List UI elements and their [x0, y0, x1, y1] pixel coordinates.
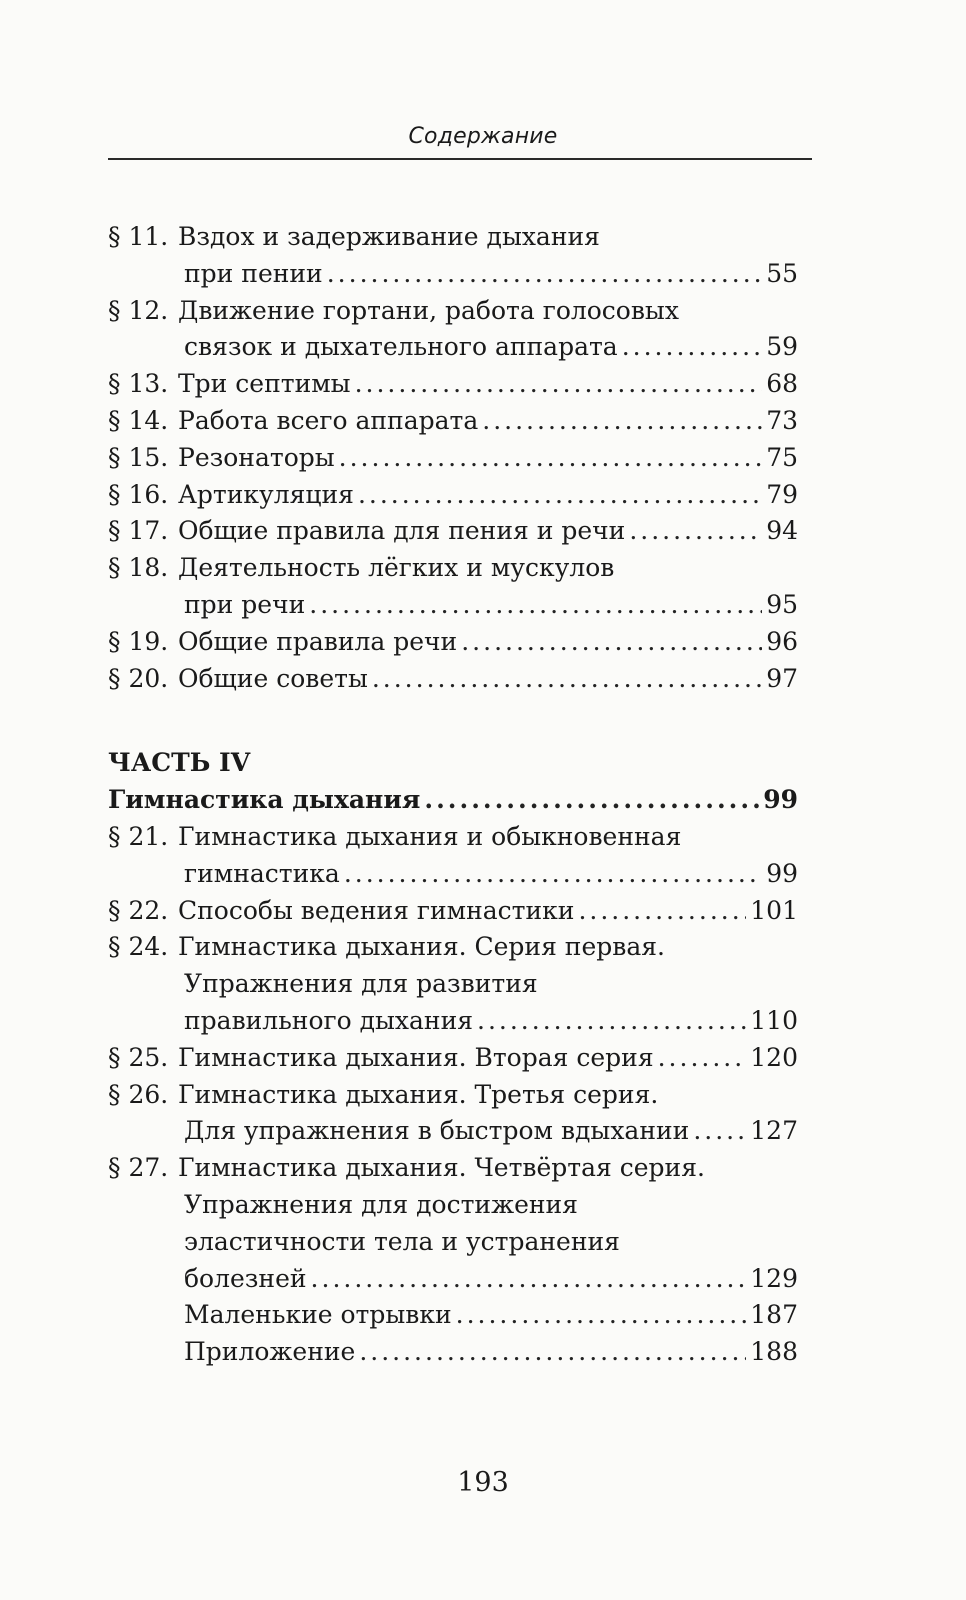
toc-entry-line[interactable]: [108, 664, 798, 701]
entry-title: при пении: [184, 258, 323, 288]
toc-entry-continued[interactable]: [108, 1153, 798, 1190]
section-number: § 14.: [108, 405, 169, 435]
section-number: § 15.: [108, 442, 169, 472]
entry-title: при речи: [184, 589, 306, 619]
section-number: § 19.: [108, 626, 169, 656]
entry-title: Три септимы: [178, 369, 351, 399]
entry-page: 188: [750, 1337, 798, 1367]
entry-title: Общие правила для пения и речи: [178, 516, 626, 546]
dot-leader: [456, 1300, 747, 1329]
entry-page: 97: [766, 663, 798, 693]
toc-entry-line[interactable]: [108, 627, 798, 664]
dot-leader: [359, 1337, 746, 1366]
entry-title: правильного дыхания: [184, 1005, 474, 1035]
toc-entry-continued[interactable]: [108, 932, 798, 969]
entry-title: связок и дыхательного аппарата: [184, 332, 618, 362]
entry-title: Артикуляция: [178, 479, 354, 509]
running-title: Содержание: [408, 124, 558, 149]
entry-title: Для упражнения в быстром вдыхании: [184, 1116, 690, 1146]
entry-page: 127: [750, 1116, 798, 1146]
entry-page: 73: [766, 405, 798, 435]
toc-entry-continued[interactable]: [108, 1227, 798, 1264]
toc-entry-line[interactable]: [108, 1264, 798, 1301]
entry-title: Вздох и задерживание дыхания: [178, 222, 600, 251]
header-rule: [108, 158, 812, 160]
toc-entry-continued[interactable]: [108, 553, 798, 590]
entry-title: гимнастика: [184, 858, 340, 888]
toc-entry-continued[interactable]: [108, 1190, 798, 1227]
appendix-entry[interactable]: [108, 1337, 798, 1374]
entry-title: Приложение: [184, 1337, 356, 1367]
part-title-text: Гимнастика дыхания: [108, 785, 421, 815]
dot-leader: [344, 859, 762, 888]
entry-title: Гимнастика дыхания. Серия первая.: [178, 932, 665, 962]
section-number: § 22.: [108, 895, 169, 925]
entry-page: 187: [750, 1300, 798, 1330]
entry-page: 68: [766, 369, 798, 399]
toc-entry-line[interactable]: [108, 443, 798, 480]
entry-page: 79: [766, 479, 798, 509]
entry-page: 101: [750, 895, 798, 925]
entry-page: 55: [766, 258, 798, 288]
dot-leader: [658, 1043, 747, 1072]
dot-leader: [339, 443, 763, 472]
entry-title: Движение гортани, работа голосовых: [178, 295, 679, 325]
entry-page: 94: [766, 516, 798, 546]
dot-leader: [309, 590, 762, 619]
section-gap: [108, 700, 798, 748]
dot-leader: [424, 785, 759, 814]
toc-entry-line[interactable]: [108, 406, 798, 443]
toc-entry-line[interactable]: [108, 590, 798, 627]
table-of-contents: [108, 222, 798, 1374]
toc-entry-continued[interactable]: [108, 822, 798, 859]
dot-leader: [327, 259, 762, 288]
entry-title: Работа всего аппарата: [178, 405, 479, 435]
entry-title: Маленькие отрывки: [184, 1300, 452, 1330]
toc-entry-line[interactable]: [108, 1116, 798, 1153]
section-number: § 21.: [108, 821, 169, 851]
entry-page: 96: [766, 626, 798, 656]
entry-page: 110: [750, 1005, 798, 1035]
toc-entry-continued[interactable]: [108, 296, 798, 333]
dot-leader: [482, 406, 762, 435]
entry-title: Гимнастика дыхания. Четвёртая серия.: [178, 1153, 705, 1183]
dot-leader: [358, 480, 762, 509]
page-number: 193: [457, 1467, 509, 1498]
dot-leader: [461, 627, 762, 656]
section-number: § 12.: [108, 295, 169, 325]
section-number: § 17.: [108, 516, 169, 546]
entry-page: 129: [750, 1263, 798, 1293]
toc-entry-line[interactable]: [108, 1043, 798, 1080]
part-3-entries: [108, 222, 798, 700]
entry-page: 59: [766, 332, 798, 362]
toc-entry-line[interactable]: [108, 480, 798, 517]
dot-leader: [477, 1006, 746, 1035]
dot-leader: [372, 664, 762, 693]
toc-entry-line[interactable]: [108, 859, 798, 896]
entry-title: Упражнения для достижения: [184, 1189, 578, 1219]
toc-entry-line[interactable]: [108, 516, 798, 553]
dot-leader: [622, 332, 762, 361]
section-number: § 26.: [108, 1079, 169, 1109]
toc-entry-continued[interactable]: [108, 969, 798, 1006]
entry-title: Упражнения для развития: [184, 969, 538, 999]
toc-entry-line[interactable]: [108, 332, 798, 369]
part-label: [108, 748, 798, 785]
entry-page: 95: [766, 589, 798, 619]
entry-title: Общие правила речи: [178, 626, 458, 656]
entry-title: Резонаторы: [178, 442, 335, 472]
toc-entry-line[interactable]: [108, 259, 798, 296]
entry-page: 99: [766, 858, 798, 888]
section-number: § 24.: [108, 932, 169, 962]
entry-page: 75: [766, 442, 798, 472]
toc-entry-line[interactable]: [108, 896, 798, 933]
entry-title: Деятельность лёгких и мускулов: [178, 553, 615, 583]
section-number: § 16.: [108, 479, 169, 509]
section-number: § 27.: [108, 1153, 169, 1183]
dot-leader: [578, 896, 746, 925]
section-number: § 18.: [108, 553, 169, 583]
entry-title: Гимнастика дыхания. Третья серия.: [178, 1079, 659, 1109]
entry-title: Гимнастика дыхания и обыкновенная: [178, 821, 682, 851]
entry-page: 120: [750, 1042, 798, 1072]
dot-leader: [355, 369, 763, 398]
toc-entry-line[interactable]: [108, 1006, 798, 1043]
section-number: § 20.: [108, 663, 169, 693]
part-title-entry[interactable]: [108, 785, 798, 822]
part-label-text: ЧАСТЬ IV: [108, 748, 251, 778]
entry-title: Гимнастика дыхания. Вторая серия: [178, 1042, 654, 1072]
entry-title: болезней: [184, 1263, 307, 1293]
entry-title: Общие советы: [178, 663, 368, 693]
dot-leader: [311, 1264, 747, 1293]
appendix-entry[interactable]: [108, 1300, 798, 1337]
section-number: § 11.: [108, 222, 169, 251]
toc-entry-continued[interactable]: [108, 1080, 798, 1117]
entry-title: Способы ведения гимнастики: [178, 895, 575, 925]
toc-entry-continued[interactable]: [108, 222, 798, 259]
dot-leader: [629, 516, 762, 545]
appendix-entries: [108, 1300, 798, 1374]
section-number: § 25.: [108, 1042, 169, 1072]
toc-entry-line[interactable]: [108, 369, 798, 406]
part-title-page: 99: [763, 785, 798, 815]
dot-leader: [693, 1116, 746, 1145]
part-4-entries: [108, 822, 798, 1300]
section-number: § 13.: [108, 369, 169, 399]
entry-title: эластичности тела и устранения: [184, 1226, 620, 1256]
